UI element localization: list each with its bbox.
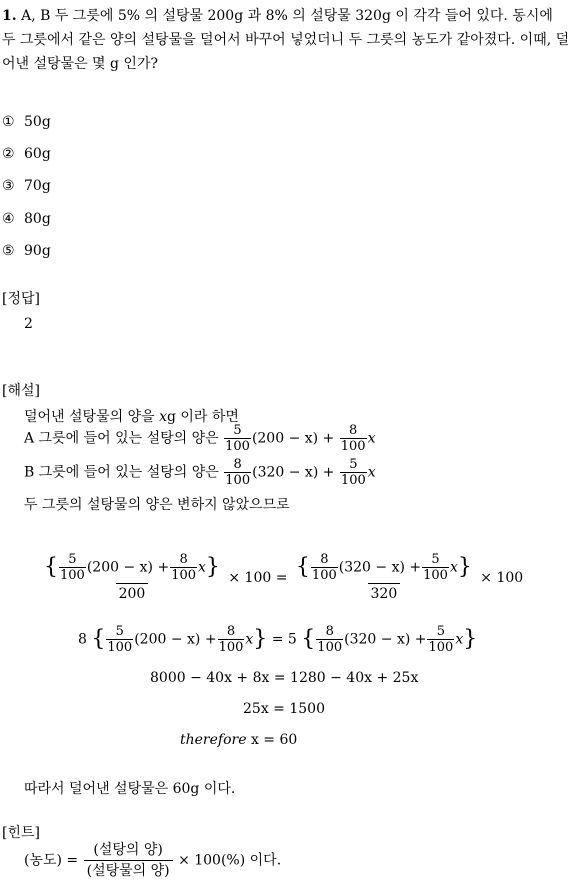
variable: x — [159, 409, 167, 425]
equals: = — [275, 570, 288, 586]
question-number: 1. — [2, 8, 17, 24]
explanation-line-2 — [24, 423, 375, 454]
equation-1 — [40, 552, 523, 604]
choice-mark: ① — [2, 114, 15, 130]
choice-3[interactable] — [2, 178, 51, 194]
choice-mark: ⑤ — [2, 243, 15, 259]
choice-1[interactable] — [2, 114, 51, 130]
explanation-label: [해설] — [2, 383, 40, 399]
choice-label: 70g — [24, 178, 51, 194]
hint-formula: (농도) = $\frac{\text{(설탕의 양)}}{\text{(설탕물의 양)}}$ × 100(%) 이다. — [24, 842, 282, 879]
choice-mark: ④ — [2, 211, 15, 227]
equation-4: 25x = 1500 — [243, 701, 325, 717]
variable: x — [367, 430, 376, 447]
choice-mark: ② — [2, 146, 15, 162]
choice-2[interactable] — [2, 146, 51, 162]
hint-label: [힌트] — [2, 825, 40, 841]
expr: (320 − x) + — [252, 464, 335, 481]
variable: x — [367, 464, 376, 481]
fraction: $\frac{\text{(설탕의 양)}}{\text{(설탕물의 양)}}$ — [84, 840, 173, 881]
question-body: A, B 두 그릇에 5% 의 설탕물 200g 과 8% 의 설탕물 320g 이 각각 들어 있다. 동시에 두 그릇에서 같은 양의 설탕물을 덜어서 바꾸어 넣었더니 두 그릇의 농도가 같아졌다. 이때, 덜어낸 설탕물은 몇 g 인가? — [2, 8, 570, 72]
answer-value: 2 — [24, 316, 33, 332]
conclusion: 따라서 덜어낸 설탕물은 60g 이다. — [24, 781, 236, 797]
choice-5[interactable] — [2, 243, 51, 259]
text: A 그릇에 들어 있는 설탕의 양은 — [24, 430, 219, 447]
fraction: $\frac{8}{100}$ — [225, 457, 251, 488]
equation-3: 8000 − 40x + 8x = 1280 − 40x + 25x — [150, 670, 419, 686]
text: 덜어낸 설탕물의 양을 — [24, 409, 155, 425]
fraction: $\frac{5}{100}$ — [340, 457, 366, 488]
text: g 이라 하면 — [166, 409, 239, 425]
explanation-line-3 — [24, 457, 376, 488]
fraction: { $\frac{8}{100}$ (320 − x) + $\frac{5}{100}$ x} 320 — [295, 552, 472, 602]
question-text — [2, 4, 570, 76]
choice-4[interactable] — [2, 211, 51, 227]
explanation-line-4: 두 그릇의 설탕물의 양은 변하지 않았으므로 — [24, 497, 290, 513]
expr: (200 − x) + — [251, 430, 335, 447]
text: B 그릇에 들어 있는 설탕의 양은 — [24, 464, 219, 481]
choice-label: 90g — [24, 243, 51, 259]
equation-2: 8 { $\frac{5}{100}$ (200 − x) + $\frac{8}{100}$ x} = 5 { $\frac{8}{100}$ (320 − x) + $\frac{5}{100}$ x} — [78, 624, 478, 655]
answer-label: [정답] — [2, 291, 40, 307]
fraction: { $\frac{5}{100}$ (200 − x) + $\frac{8}{100}$ x} 200 — [44, 552, 220, 602]
choice-label: 80g — [24, 211, 51, 227]
choice-label: 60g — [24, 146, 51, 162]
fraction: $\frac{8}{100}$ — [340, 423, 366, 454]
equation-5: therefore x = 60 — [180, 732, 298, 748]
times: × 100 — [480, 570, 524, 586]
choice-label: 50g — [24, 114, 51, 130]
fraction: $\frac{5}{100}$ — [225, 423, 250, 454]
times: × 100 — [228, 570, 272, 586]
choice-mark: ③ — [2, 178, 15, 194]
